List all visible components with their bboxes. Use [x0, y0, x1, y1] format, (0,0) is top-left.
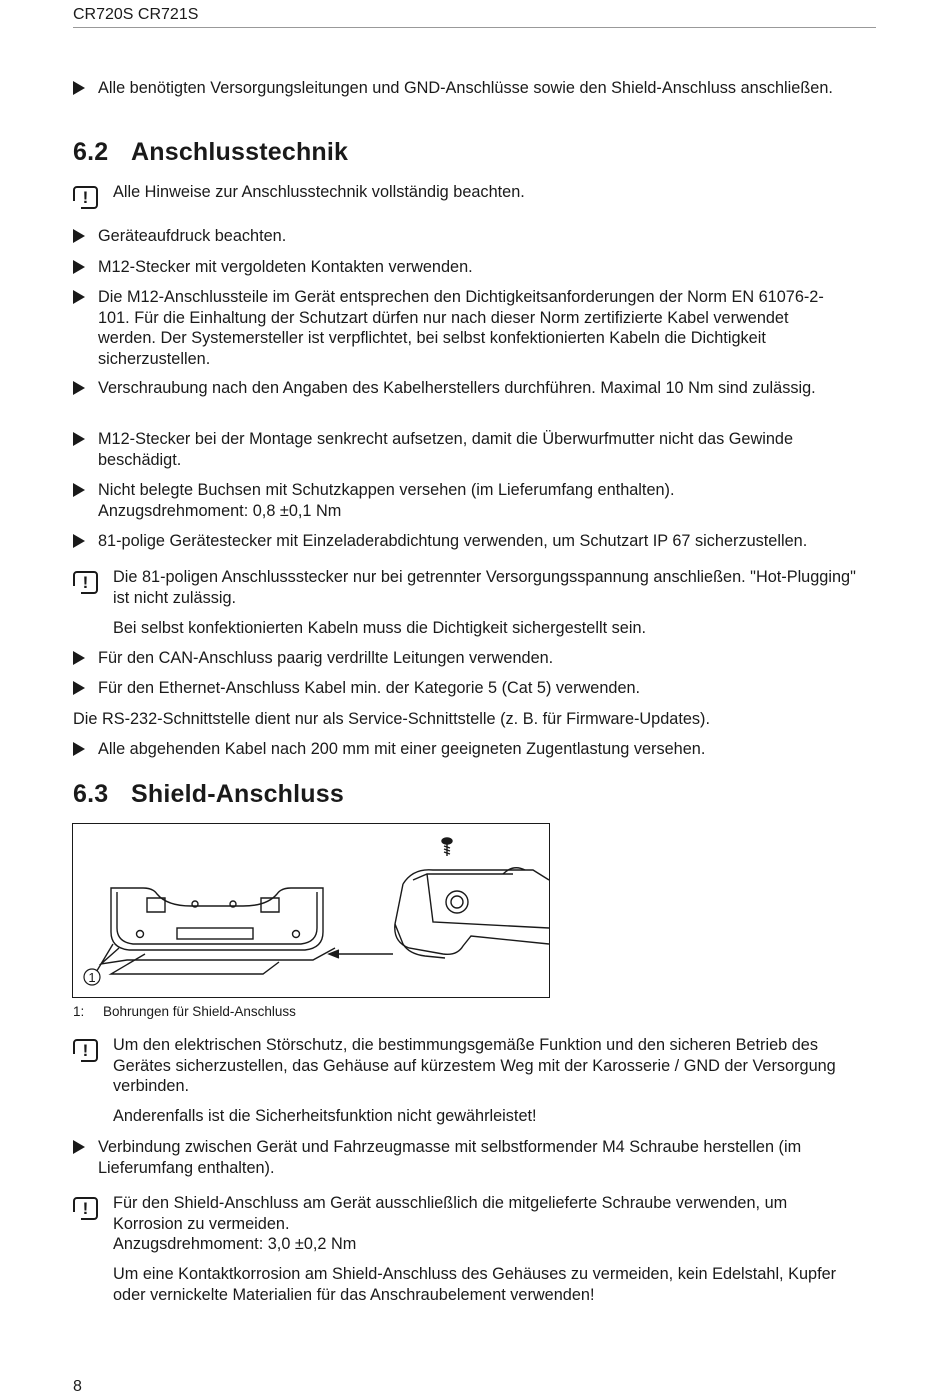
note-text: Anzugsdrehmoment: 3,0 ±0,2 Nm	[113, 1235, 357, 1253]
triangle-right-icon	[73, 260, 85, 274]
header-rule	[73, 27, 876, 28]
exclamation-note-icon: !	[73, 1039, 98, 1062]
triangle-right-icon	[73, 534, 85, 548]
triangle-right-icon	[73, 681, 85, 695]
device-drawing	[73, 824, 549, 997]
triangle-right-icon	[73, 290, 85, 304]
running-header: CR720S CR721S	[73, 6, 199, 23]
section-heading-6-2: 6.2 Anschlusstechnik	[73, 138, 349, 166]
note-text: Bei selbst konfektionierten Kabeln muss die Dichtigkeit sichergestellt sein.	[113, 619, 647, 637]
plain-paragraph: Die RS-232-Schnittstelle dient nur als Service-Schnittstelle (z. B. für Firmware-Updates).	[73, 710, 711, 728]
triangle-right-icon	[73, 1140, 85, 1154]
triangle-right-icon	[73, 742, 85, 756]
note-text: Um eine Kontaktkorrosion am Shield-Anschluss des Gehäuses zu vermeiden, kein Edelstahl, Kupfer oder vernickelte Materialien für das Anschraubelement verwenden!	[113, 1265, 837, 1304]
exclamation-note-icon: !	[73, 571, 98, 594]
page-number: 8	[73, 1378, 82, 1395]
figure-caption-text: Bohrungen für Shield-Anschluss	[103, 1004, 296, 1019]
triangle-right-icon	[73, 651, 85, 665]
note-text: Um den elektrischen Störschutz, die bestimmungsgemäße Funktion und den sicheren Betrieb des Gerätes sicherzustellen, das Gehäuse auf kürzestem Weg mit der Karosserie / GND der Versorgung verbinden.	[113, 1036, 836, 1095]
triangle-right-icon	[73, 483, 85, 497]
exclamation-note-icon: !	[73, 186, 98, 209]
exclamation-note-icon: !	[73, 1197, 98, 1220]
callout-number: 1	[88, 970, 96, 985]
section-heading-6-3: 6.3 Shield-Anschluss	[73, 780, 344, 808]
figure-caption-number: 1:	[73, 1004, 85, 1019]
note-text: Die 81-poligen Anschlussstecker nur bei getrennter Versorgungsspannung anschließen. "Hot-Plugging" ist nicht zulässig.	[113, 568, 856, 607]
triangle-right-icon	[73, 432, 85, 446]
note-text: Anderenfalls ist die Sicherheitsfunktion nicht gewährleistet!	[113, 1107, 537, 1125]
note-text: Alle Hinweise zur Anschlusstechnik vollständig beachten.	[113, 183, 525, 201]
triangle-right-icon	[73, 229, 85, 243]
shield-connection-figure	[72, 823, 550, 998]
triangle-right-icon	[73, 81, 85, 95]
note-text: Für den Shield-Anschluss am Gerät ausschließlich die mitgelieferte Schraube verwenden, um Korrosion zu vermeiden.	[113, 1194, 788, 1233]
triangle-right-icon	[73, 381, 85, 395]
